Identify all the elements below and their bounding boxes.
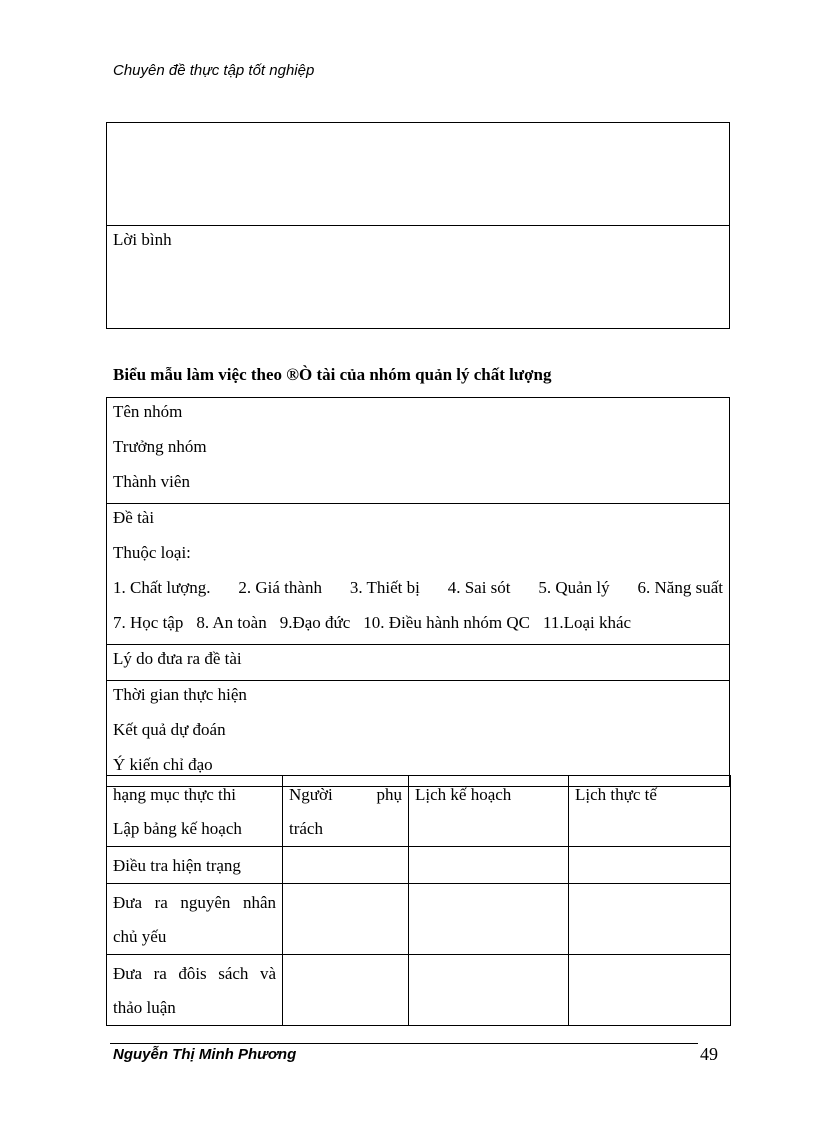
category-line-1 [113,574,723,609]
actual-header-label: Lịch thực tế [575,785,657,804]
group-info-cell [107,398,730,504]
category-line-2 [113,609,723,644]
reason-row [107,645,730,681]
category-item: 5. Quản lý [538,578,610,597]
owner-header-line1: Người phụ [289,785,402,804]
planned-cell [409,955,569,1026]
table-row [107,884,731,955]
schedule-item-cell [107,847,283,884]
group-info-row [107,398,730,504]
schedule-header-row [107,776,731,847]
category-item: 2. Giá thành [238,578,322,597]
schedule-actual-header [569,776,731,847]
page-header-title: Chuyên đề thực tập tốt nghiệp [113,62,315,79]
comment-label: Lời bình [113,230,172,249]
topic-row [107,504,730,645]
category-item: 11.Loại khác [542,613,632,632]
topic-cell [107,504,730,645]
category-item: 8. An toàn [196,613,267,632]
owner-header-line2: trách [289,819,323,838]
planned-cell [409,847,569,884]
footer-author: Nguyễn Thị Minh Phương [113,1046,297,1063]
timing-cell [107,681,730,787]
reason-label: Lý do đưa ra đề tài [113,649,242,668]
row-item-line2: chủ yếu [113,927,167,946]
owner-cell [283,884,409,955]
row-item-line1: Đưa ra nguyên nhân [113,893,276,912]
actual-cell [569,955,731,1026]
category-item: 7. Học tập [113,613,184,632]
category-item: 10. Điều hành nhóm QC [363,613,530,632]
timing-row [107,681,730,787]
reason-cell [107,645,730,681]
timing-label: Thời gian thực hiện [113,685,247,704]
section-title: Biểu mẫu làm việc theo ®Ò tài của nhóm quản lý chất lượng [113,365,552,384]
item-header-line2: Lập bảng kế hoạch [113,819,242,838]
schedule-planned-header [409,776,569,847]
row-item-line1: Điều tra hiện trạng [113,856,241,875]
schedule-item-header [107,776,283,847]
group-members-label: Thành viên [113,472,190,491]
group-leader-label: Trưởng nhóm [113,437,207,456]
category-item: 6. Năng suất [637,578,723,597]
comment-box [106,122,730,329]
row-item-line2: thảo luận [113,998,176,1017]
project-form-table [106,397,730,787]
guidance-label: Ý kiến chỉ đạo [113,755,213,774]
comment-box-blank-area [107,123,729,226]
category-item: 9.Đạo đức [279,613,351,632]
schedule-item-cell [107,955,283,1026]
category-item: 4. Sai sót [447,578,511,597]
category-item: 3. Thiết bị [349,578,420,597]
owner-cell [283,847,409,884]
table-row [107,955,731,1026]
topic-label: Đề tài [113,508,155,527]
page-number: 49 [700,1044,718,1064]
actual-cell [569,847,731,884]
planned-header-label: Lịch kế hoạch [415,785,512,804]
item-header-line1: hạng mục thực thi [113,785,236,804]
schedule-owner-header [283,776,409,847]
expected-result-label: Kết quả dự đoán [113,720,226,739]
footer-divider [110,1043,698,1044]
planned-cell [409,884,569,955]
group-name-label: Tên nhóm [113,402,183,421]
table-row [107,847,731,884]
schedule-table [106,775,731,1026]
category-item: 1. Chất lượng. [113,578,211,597]
owner-cell [283,955,409,1026]
actual-cell [569,884,731,955]
topic-type-label: Thuộc loại: [113,543,191,562]
row-item-line1: Đưa ra đôis sách và [113,964,276,983]
schedule-item-cell [107,884,283,955]
